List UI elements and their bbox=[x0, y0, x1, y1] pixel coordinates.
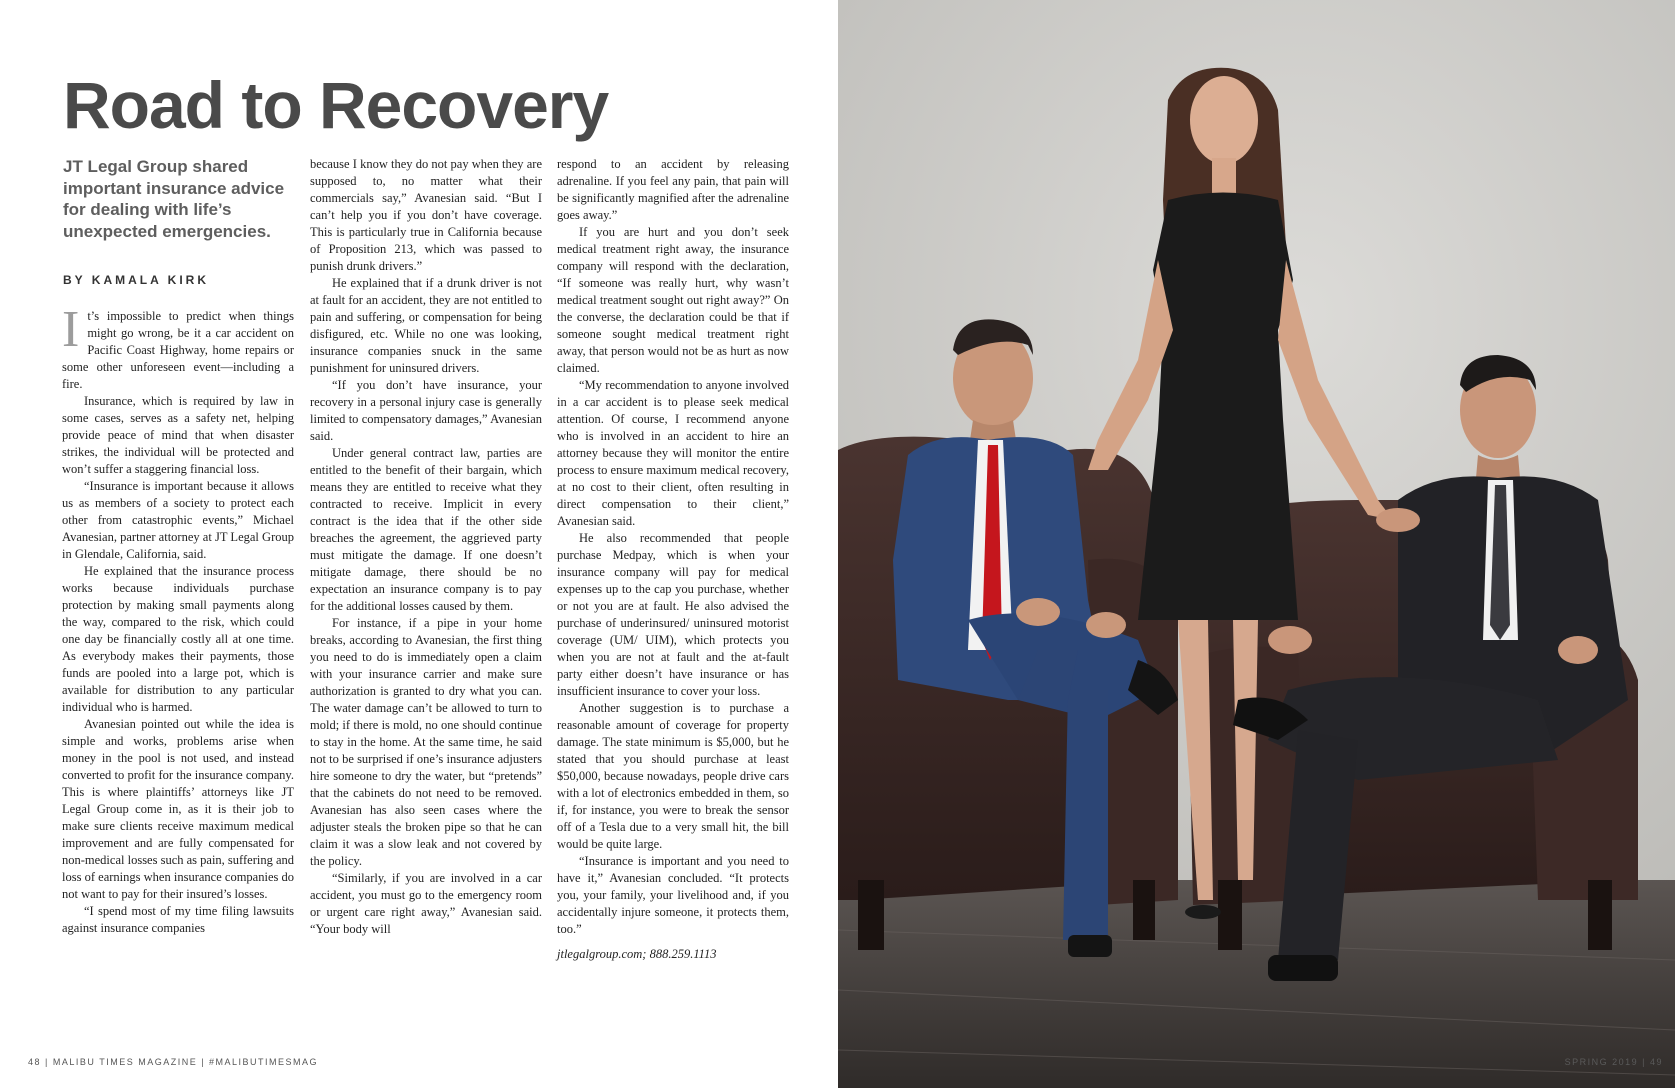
article-paragraph: “Insurance is important and you need to have it,” Avanesian concluded. “It protects you, your family, your livelihood and, if you accidentally injure someone, it protects them, too.” bbox=[557, 854, 789, 936]
article-paragraph: “If you don’t have insurance, your recovery in a personal injury case is generally limited to compensatory damages,” Avanesian said. bbox=[310, 378, 542, 443]
drop-cap: I bbox=[62, 301, 80, 358]
photo-floor bbox=[838, 880, 1675, 1088]
article-deck: JT Legal Group shared important insurance advice for dealing with life’s unexpected emergencies. bbox=[63, 157, 285, 241]
article-paragraph: “Insurance is important because it allows us as members of a society to protect each other from catastrophic events,” Michael Avanesian, partner attorney at JT Legal Group in Glendale, California, said. bbox=[62, 479, 294, 561]
article-paragraph: “I spend most of my time filing lawsuits against insurance companies bbox=[62, 904, 294, 935]
article-paragraph: because I know they do not pay when they are supposed to, no matter what their commercials say,” Avanesian said. “But I can’t help you if you don’t have coverage. This is particularly true in California because of Proposition 213, which was passed to punish drunk drivers.” bbox=[310, 157, 542, 273]
article-paragraph: For instance, if a pipe in your home breaks, according to Avanesian, the first thing you need to do is immediately open a claim with your insurance carrier and make sure authorization is granted to dry what you can. The water damage can’t be allowed to turn to mold; if there is mold, no one should continue to stay in the home. At the same time, he said not to be surprised if one’s insurance adjusters hire someone to dry the water, but “pretends” that the cabinets do not need to be removed. Avanesian has also seen cases where the adjuster steals the broken pipe so that he can claim it was a slow leak and not covered by the policy. bbox=[310, 616, 542, 868]
article-paragraph: He explained that if a drunk driver is not at fault for an accident, they are not entitled to pain and suffering, or compensation for being disfigured, etc. While no one was looking, insurance companies snuck in the same punishment for uninsured drivers. bbox=[310, 276, 542, 375]
article-headline: Road to Recovery bbox=[63, 68, 609, 142]
article-byline: BY KAMALA KIRK bbox=[63, 273, 209, 287]
article-paragraph: It’s impossible to predict when things might go wrong, be it a car accident on Pacific Coast Highway, home repairs or some other unforeseen event—including a fire. bbox=[62, 301, 294, 391]
folio-left: 48 | MALIBU TIMES MAGAZINE | #MALIBUTIMESMAG bbox=[28, 1057, 319, 1067]
contact-info: jtlegalgroup.com; 888.259.1113 bbox=[557, 947, 717, 961]
article-paragraph: He also recommended that people purchase Medpay, which is when your insurance company will pay for medical expenses up to the cap you purchase, whether or not you are at fault. He also advised the purchase of underinsured/ uninsured motorist coverage (UM/ UIM), which protects you when you are not at fault and the at-fault party either doesn’t have insurance or has insufficient insurance to cover your loss. bbox=[557, 531, 789, 698]
article-column-3 bbox=[557, 156, 789, 963]
article-column-1 bbox=[62, 301, 295, 937]
folio-right: SPRING 2019 | 49 bbox=[1564, 1057, 1663, 1067]
right-page bbox=[838, 0, 1675, 1088]
article-paragraph: Insurance, which is required by law in some cases, serves as a safety net, helping provide peace of mind that when disaster strikes, the individual will be protected and won’t suffer a staggering financial loss. bbox=[62, 394, 294, 476]
article-paragraph: Under general contract law, parties are entitled to the benefit of their bargain, which means they are entitled to receive what they contracted to receive. Implicit in every contract is the idea that if the other side breaches the agreement, the aggrieved party must mitigate the damage. If one doesn’t mitigate damage, there should be no expectation an insurance company is to pay for the additional losses caused by them. bbox=[310, 446, 542, 613]
article-column-2 bbox=[310, 156, 542, 938]
article-paragraph: Another suggestion is to purchase a reasonable amount of coverage for property damage. The state minimum is $5,000, but he stated that you should purchase at least $50,000, because nowadays, people drive cars with a lot of electronics embedded in them, so if, for instance, you were to break the sensor off of a Tesla due to a very small hit, the bill would be quite large. bbox=[557, 701, 789, 851]
article-paragraph: respond to an accident by releasing adrenaline. If you feel any pain, that pain will be significantly magnified after the adrenaline goes away.” bbox=[557, 157, 789, 222]
article-paragraph: If you are hurt and you don’t seek medical treatment right away, the insurance company will respond with the declaration, “If someone was really hurt, why wasn’t medical treatment sought out right away?” On the converse, the declaration could be that if someone sought medical treatment right away, that person would not be as hurt as now claimed. bbox=[557, 225, 789, 375]
article-paragraph: Avanesian pointed out while the idea is simple and works, problems arise when money in the pool is not used, and instead converted to profit for the insurance company. This is where plaintiffs’ attorneys like JT Legal Group come in, as it is their job to make sure clients receive maximum medical improvement and are fully compensated for non-medical losses such as pain, suffering and loss of earnings when insurance companies do not want to pay for their insured’s losses. bbox=[62, 717, 295, 901]
article-paragraph: “Similarly, if you are involved in a car accident, you must go to the emergency room or urgent care right away,” Avanesian said. “Your body will bbox=[310, 871, 542, 936]
attorneys-photo bbox=[838, 0, 1675, 1088]
article-paragraph: He explained that the insurance process works because individuals purchase protection by making small payments along the way, compared to the risk, which could one day be financially costly all at one time. As everybody makes their payments, those funds are pooled into a large pot, which is available for distribution to any particular individual who is harmed. bbox=[62, 564, 294, 714]
article-paragraph: “My recommendation to anyone involved in a car accident is to please seek medical attention. Of course, I recommend anyone who is involved in an accident to hire an attorney because they will monitor the entire process to ensure maximum medical recovery, at no cost to their client, often resulting in direct compensation to their client,” Avanesian said. bbox=[557, 378, 789, 528]
